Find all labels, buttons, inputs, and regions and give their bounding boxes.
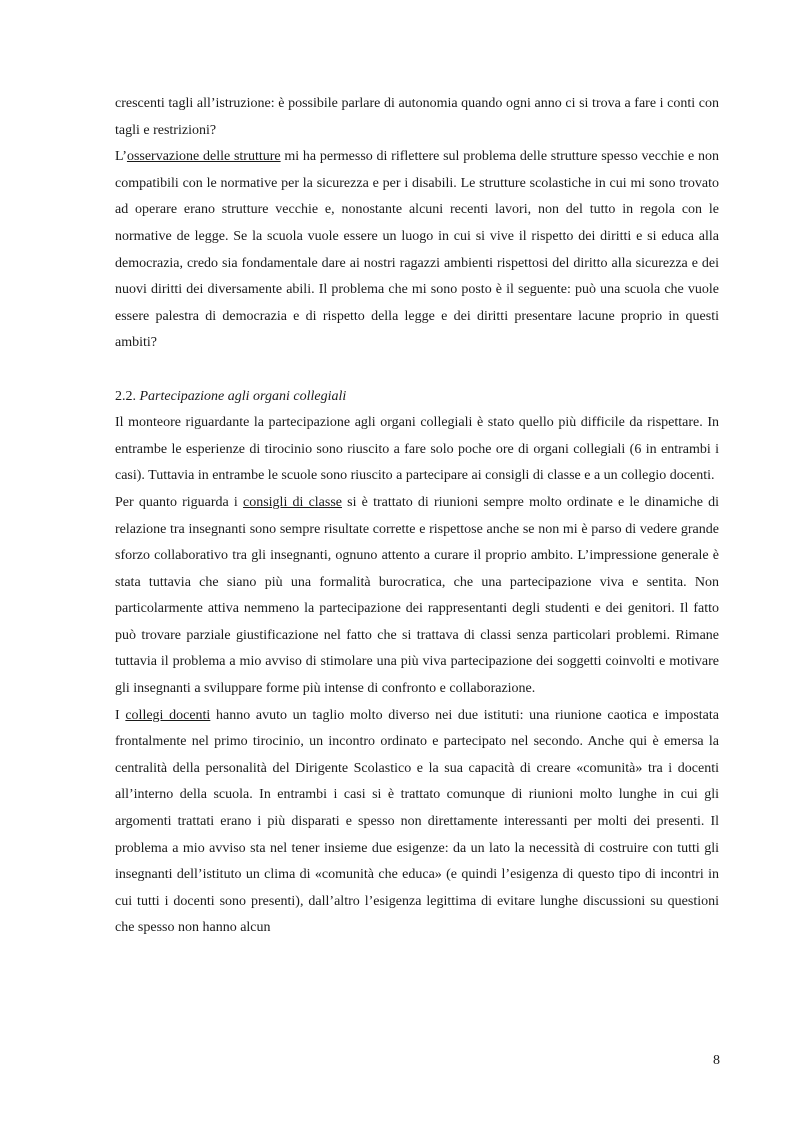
- section-title: Partecipazione agli organi collegiali: [139, 388, 347, 404]
- underlined-term-strutture: osservazione delle strutture: [126, 149, 281, 165]
- paragraph-lead: Per quanto riguarda i: [115, 494, 243, 510]
- paragraph-lead: I: [115, 707, 126, 723]
- paragraph-continuation: crescenti tagli all’istruzione: è possibile parlare di autonomia quando ogni anno ci si trova a fare i conti con tagli e restrizioni?: [115, 96, 719, 138]
- underlined-term-collegi: collegi docenti: [125, 707, 211, 723]
- paragraph-collegi: [115, 703, 719, 942]
- section-number: 2.2.: [115, 388, 140, 404]
- body-text: [115, 91, 719, 942]
- paragraph-monteore: Il monteore riguardante la partecipazione agli organi collegiali è stato quello più difficile da rispettare. In entrambe le esperienze di tirocinio sono riuscito a fare solo poche ore di organi collegiali (6 in entrambi i casi). Tuttavia in entrambe le scuole sono riuscito a partecipare ai consigli di classe e a un collegio docenti.: [115, 415, 719, 484]
- paragraph-body: mi ha permesso di riflettere sul problema delle strutture spesso vecchie e non compatibili con le normative per la sicurezza e per i disabili. Le strutture scolastiche in cui mi sono trovato ad operare erano strutture vecchie e, nonostante alcuni recenti lavori, non del tutto in regola con le normative de legge. Se la scuola vuole essere un luogo in cui si vive il rispetto dei diritti e si educa alla democrazia, credo sia fondamentale dare ai nostri ragazzi ambienti rispettosi del diritto alla sicurezza e dei nuovi diritti dei diversamente abili. Il problema che mi sono posto è il seguente: può una scuola che vuole essere palestra di democrazia e di rispetto della legge e dei diritti presentare lacune proprio in questi ambiti?: [115, 149, 719, 351]
- underlined-term-consigli: consigli di classe: [243, 494, 342, 510]
- page-number: 8: [713, 1053, 720, 1068]
- paragraph-body: si è trattato di riunioni sempre molto ordinate e le dinamiche di relazione tra insegnanti sono sempre risultate corrette e rispettose anche se non mi è parso di vedere grande sforzo collaborativo tra gli insegnanti, ognuno attento a curare il proprio ambito. L’impressione generale è stata tuttavia che siano più una formalità burocratica, che una partecipazione viva e sentita. Non particolarmente attiva nemmeno la partecipazione dei rappresentanti degli studenti e dei genitori. Il fatto può trovare parziale giustificazione nel fatto che si trattava di classi senza particolari problemi. Rimane tuttavia il problema a mio avviso di stimolare una più viva partecipazione dei soggetti coinvolti e motivare gli insegnanti a sviluppare forme più intense di confronto e collaborazione.: [115, 494, 719, 697]
- paragraph-consigli: [115, 490, 719, 703]
- section-heading: [115, 384, 719, 411]
- paragraph-lead: L’: [115, 149, 127, 165]
- paragraph-strutture: [115, 144, 719, 357]
- paragraph-body: hanno avuto un taglio molto diverso nei due istituti: una riunione caotica e impostata frontalmente nel primo tirocinio, un incontro ordinato e partecipato nel secondo. Anche qui è emersa la centralità della personalità del Dirigente Scolastico e la sua capacità di creare «comunità» tra i docenti all’interno della scuola. In entrambi i casi si è trattato comunque di riunioni molto lunghe in cui gli argomenti trattati erano i più disparati e spesso non direttamente interessanti per molti dei presenti. Il problema a mio avviso sta nel tener insieme due esigenze: da un lato la necessità di costruire con tutti gli insegnanti dell’istituto un clima di «comunità che educa» (e quindi l’esigenza di questo tipo di incontri in cui tutti i docenti sono presenti), dall’altro l’esigenza legittima di evitare lunghe discussioni su questioni che spesso non hanno alcun: [115, 707, 719, 936]
